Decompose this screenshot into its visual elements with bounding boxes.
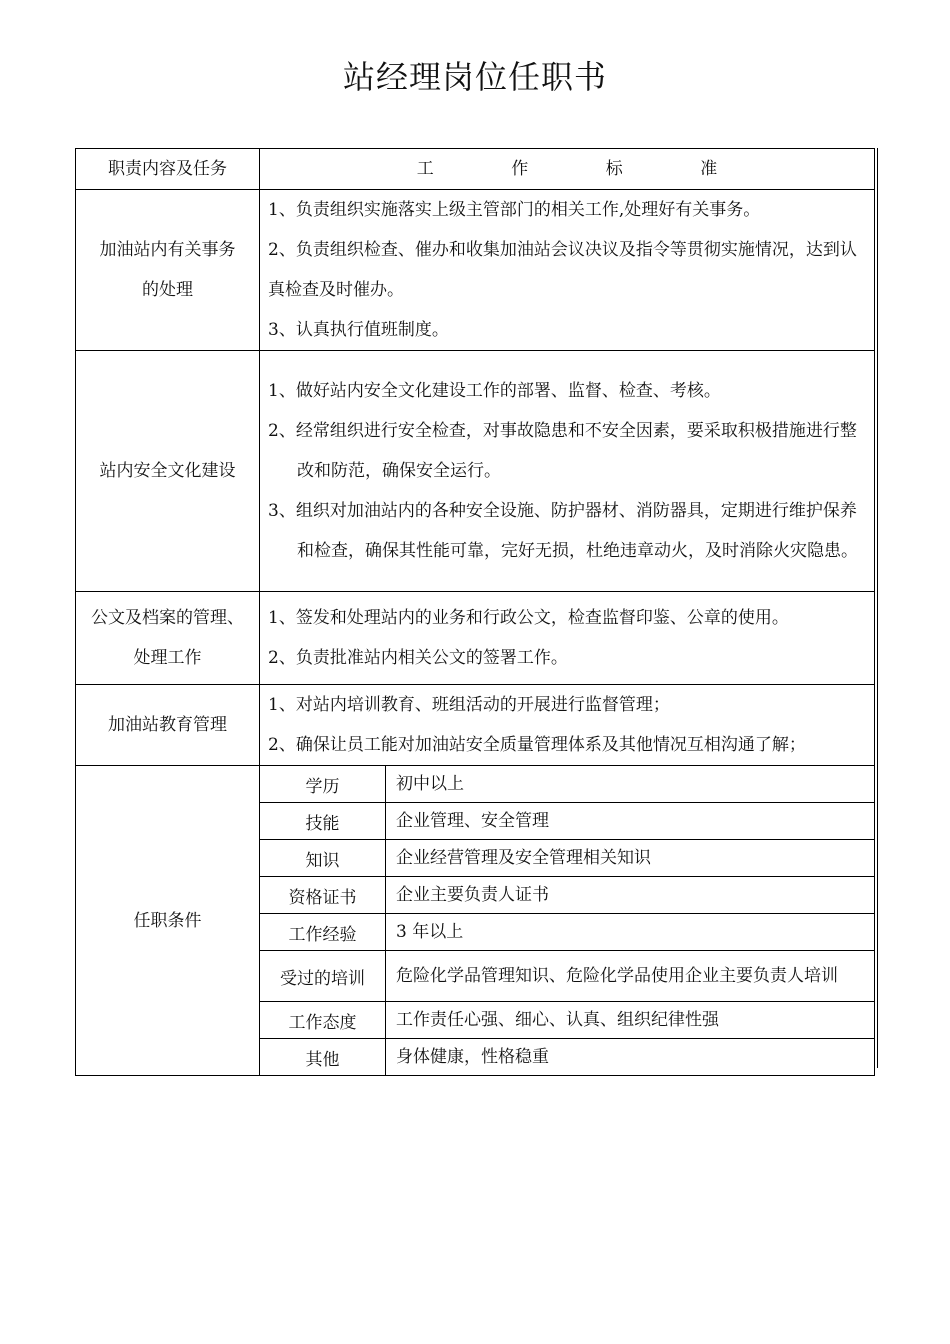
standard-item: 1、对站内培训教育、班组活动的开展进行监督管理； [268, 695, 670, 715]
qualifications-row [76, 766, 875, 1076]
qualification-value: 危险化学品管理知识、危险化学品使用企业主要负责人培训 [386, 951, 875, 1002]
qualifications-cell [260, 766, 875, 1076]
category-line: 加油站内有关事务 [99, 240, 236, 260]
section-category [76, 351, 260, 592]
qualification-value: 3 年以上 [386, 914, 875, 951]
section-standards [260, 351, 875, 592]
qualification-row [260, 840, 874, 877]
category-line: 处理工作 [133, 648, 202, 668]
header-char: 标 [605, 159, 623, 179]
table-outer-right-border [877, 148, 878, 1068]
qualification-key: 受过的培训 [260, 951, 386, 1002]
qualification-value: 企业主要负责人证书 [386, 877, 875, 914]
qualification-key: 资格证书 [260, 877, 386, 914]
section-row [76, 190, 875, 351]
header-work-standard [260, 149, 875, 190]
qualification-row [260, 914, 874, 951]
section-standards [260, 685, 875, 766]
standard-item: 2、确保让员工能对加油站安全质量管理体系及其他情况互相沟通了解； [268, 735, 806, 755]
standard-item: 2、负责批准站内相关公文的签署工作。 [268, 648, 568, 668]
qualification-key: 工作态度 [260, 1002, 386, 1039]
category-line: 的处理 [142, 280, 193, 300]
qualification-key: 技能 [260, 803, 386, 840]
qualification-row [260, 1002, 874, 1039]
section-category [76, 592, 260, 685]
qualification-row [260, 766, 874, 803]
qualification-key: 学历 [260, 766, 386, 803]
standard-item: 1、签发和处理站内的业务和行政公文，检查监督印鉴、公章的使用。 [268, 608, 789, 628]
standard-item: 2、经常组织进行安全检查，对事故隐患和不安全因素，要采取积极措施进行整改和防范，确保安全运行。 [268, 421, 857, 481]
duties-table-container [75, 148, 875, 1076]
section-standards [260, 592, 875, 685]
qualification-row [260, 877, 874, 914]
header-duties-tasks: 职责内容及任务 [76, 149, 260, 190]
document-title: 站经理岗位任职书 [342, 58, 607, 96]
qualification-value: 初中以上 [386, 766, 875, 803]
qualifications-table [260, 766, 874, 1075]
category-line: 加油站教育管理 [108, 715, 227, 735]
qualifications-label: 任职条件 [76, 766, 260, 1076]
qualification-value: 企业管理、安全管理 [386, 803, 875, 840]
standard-item: 1、做好站内安全文化建设工作的部署、监督、检查、考核。 [268, 381, 721, 401]
qualification-value: 工作责任心强、细心、认真、组织纪律性强 [386, 1002, 875, 1039]
standard-item: 3、认真执行值班制度。 [268, 320, 449, 340]
qualification-key: 工作经验 [260, 914, 386, 951]
standard-item: 3、组织对加油站内的各种安全设施、防护器材、消防器具，定期进行维护保养和检查，确保其性能可靠，完好无损，杜绝违章动火，及时消除火灾隐患。 [268, 501, 858, 561]
header-char: 工 [416, 159, 434, 179]
section-row [76, 685, 875, 766]
qualification-key: 其他 [260, 1039, 386, 1076]
header-row [76, 149, 875, 190]
qualification-value: 身体健康，性格稳重 [396, 1047, 549, 1067]
qualification-key: 知识 [260, 840, 386, 877]
qualification-value: 企业经营管理及安全管理相关知识 [386, 840, 875, 877]
section-category [76, 685, 260, 766]
category-line: 公文及档案的管理、 [91, 608, 244, 628]
standard-item: 1、负责组织实施落实上级主管部门的相关工作,处理好有关事务。 [268, 200, 761, 220]
section-category [76, 190, 260, 351]
section-row [76, 351, 875, 592]
qualification-row [260, 951, 874, 1002]
section-row [76, 592, 875, 685]
standard-item: 2、负责组织检查、催办和收集加油站会议决议及指令等贯彻实施情况，达到认真检查及时催办。 [268, 240, 857, 300]
qualification-row [260, 1039, 874, 1076]
header-char: 作 [511, 159, 529, 179]
category-line: 站内安全文化建设 [99, 461, 236, 481]
section-standards [260, 190, 875, 351]
header-char: 准 [700, 159, 718, 179]
duties-table [75, 148, 875, 1076]
qualification-row [260, 803, 874, 840]
